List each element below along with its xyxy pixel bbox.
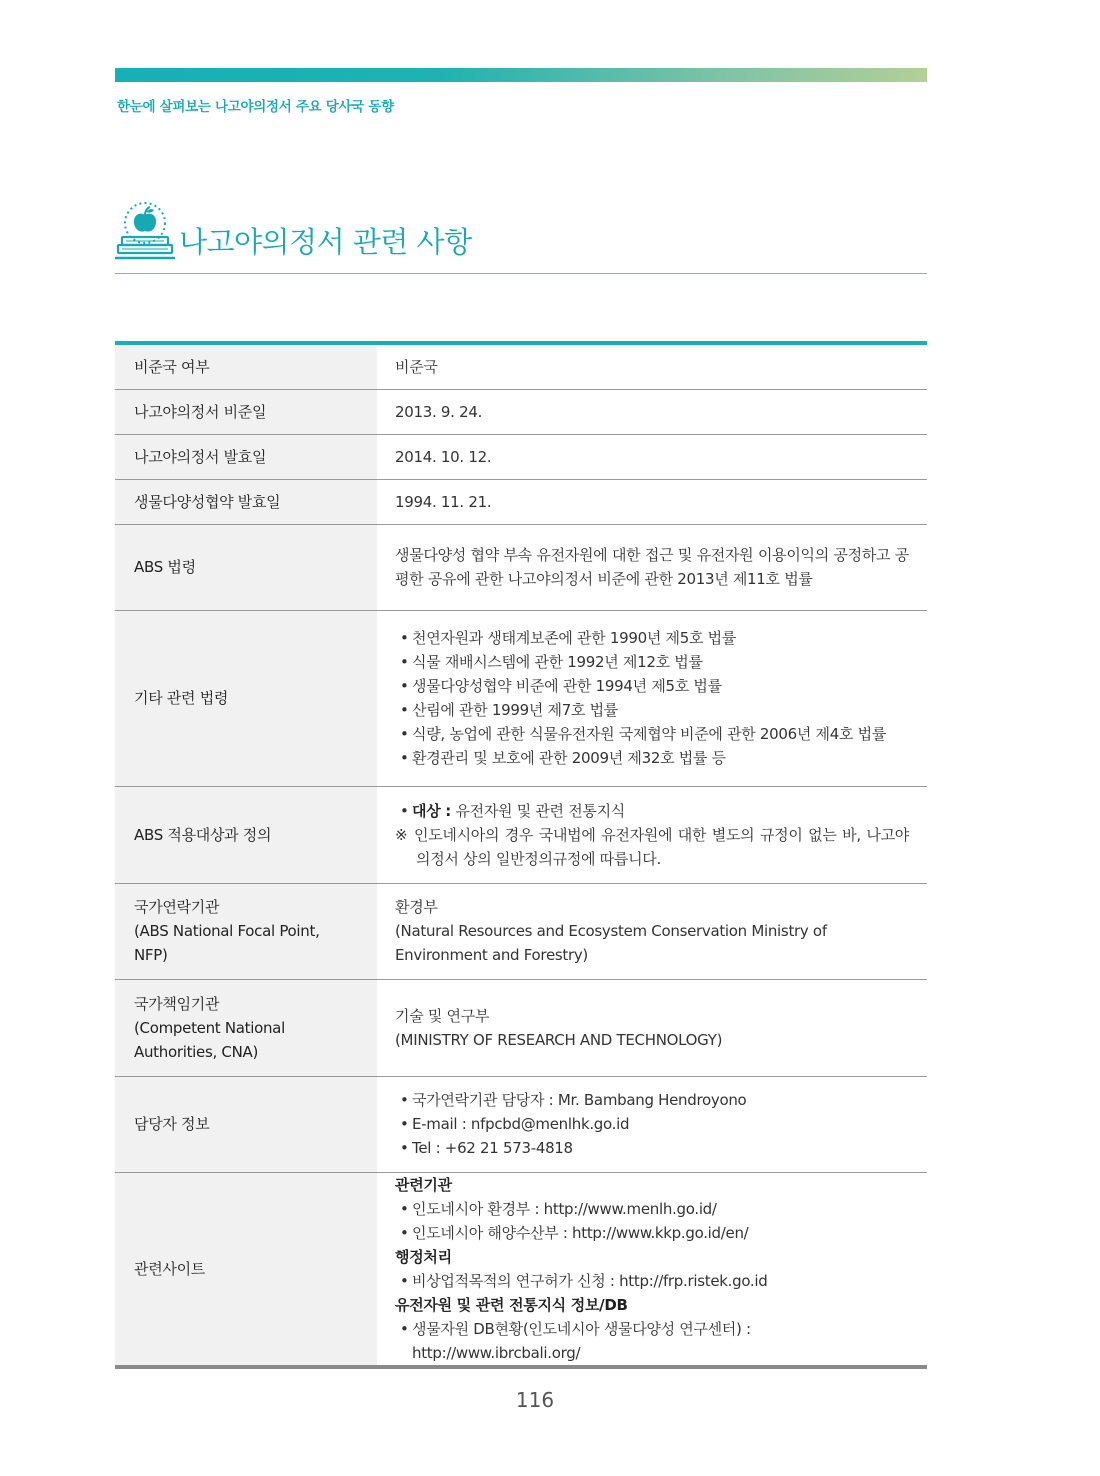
site-link[interactable]: • 인도네시아 해양수산부 : http://www.kkp.go.id/en/ (395, 1221, 909, 1245)
table-row (115, 610, 927, 786)
list-item: • 생물다양성협약 비준에 관한 1994년 제5호 법률 (395, 674, 909, 698)
row-value: 생물다양성 협약 부속 유전자원에 대한 접근 및 유전자원 이용이익의 공정하고 공평한 공유에 관한 나고야의정서 비준에 관한 2013년 제11호 법률 (377, 524, 927, 610)
site-group-heading: 관련기관 (395, 1175, 452, 1194)
list-item: • 국가연락기관 담당자 : Mr. Bambang Hendroyono (395, 1088, 909, 1112)
label-line: NFP) (134, 946, 168, 964)
header-accent-bar (115, 68, 927, 82)
table-row (115, 883, 927, 979)
site-link[interactable]: • 비상업적목적의 연구허가 신청 : http://frp.ristek.go.id (395, 1269, 909, 1293)
row-label: 관련사이트 (115, 1172, 377, 1367)
row-label: 나고야의정서 발효일 (115, 434, 377, 479)
label-line: 국가책임기관 (134, 994, 220, 1013)
site-list (395, 1197, 909, 1245)
site-list (395, 1269, 909, 1293)
row-label (115, 979, 377, 1076)
row-value (377, 1076, 927, 1172)
table-row (115, 786, 927, 883)
row-value (377, 610, 927, 786)
running-head: 한눈에 살펴보는 나고야의정서 주요 당사국 동향 (117, 99, 394, 115)
table-row (115, 1076, 927, 1172)
row-label: 비준국 여부 (115, 343, 377, 389)
row-label: 담당자 정보 (115, 1076, 377, 1172)
apple-books-icon (115, 201, 175, 263)
contact-list (395, 1088, 909, 1160)
row-label: ABS 적용대상과 정의 (115, 786, 377, 883)
target-list (395, 799, 909, 823)
value-line: (MINISTRY OF RESEARCH AND TECHNOLOGY) (395, 1030, 723, 1049)
table-row (115, 524, 927, 610)
site-group-heading: 행정처리 (395, 1247, 452, 1266)
list-item: • 식물 재배시스템에 관한 1992년 제12호 법률 (395, 650, 909, 674)
row-label: 나고야의정서 비준일 (115, 389, 377, 434)
value-line: (Natural Resources and Ecosystem Conservation Ministry of Environment and Forestry) (395, 922, 827, 964)
row-label: ABS 법령 (115, 524, 377, 610)
row-label: 기타 관련 법령 (115, 610, 377, 786)
info-table (115, 341, 927, 1369)
value-line: 기술 및 연구부 (395, 1006, 490, 1025)
table-row (115, 389, 927, 434)
row-value (377, 786, 927, 883)
law-list (395, 626, 909, 770)
label-line: (Competent National (134, 1018, 285, 1037)
list-item: • 식량, 농업에 관한 식물유전자원 국제협약 비준에 관한 2006년 제4호 법률 (395, 722, 909, 746)
table-row (115, 343, 927, 389)
target-value: 유전자원 및 관련 전통지식 (455, 801, 625, 820)
row-value: 2014. 10. 12. (377, 434, 927, 479)
label-line: 국가연락기관 (134, 898, 220, 916)
section-title: 나고야의정서 관련 사항 (179, 225, 472, 259)
table-row (115, 479, 927, 524)
label-line: Authorities, CNA) (134, 1042, 259, 1061)
site-list (395, 1317, 909, 1365)
list-item: • E-mail : nfpcbd@menlhk.go.id (395, 1112, 909, 1136)
row-value (377, 1172, 927, 1367)
site-group-heading: 유전자원 및 관련 전통지식 정보/DB (395, 1295, 628, 1314)
row-value: 2013. 9. 24. (377, 389, 927, 434)
list-item: • Tel : +62 21 573-4818 (395, 1136, 909, 1160)
list-item: • 천연자원과 생태계보존에 관한 1990년 제5호 법률 (395, 626, 909, 650)
section-heading (115, 198, 927, 274)
row-label: 생물다양성협약 발효일 (115, 479, 377, 524)
row-value: 비준국 (395, 357, 438, 376)
site-link[interactable]: • 인도네시아 환경부 : http://www.menlh.go.id/ (395, 1197, 909, 1221)
value-line: 환경부 (395, 898, 438, 916)
row-value (377, 979, 927, 1076)
table-row (115, 979, 927, 1076)
list-item (395, 799, 909, 823)
note-text: ※ 인도네시아의 경우 국내법에 유전자원에 대한 별도의 규정이 없는 바, 나고야의정서 상의 일반정의규정에 따릅니다. (395, 825, 909, 868)
target-label: 대상 : (412, 801, 452, 820)
page-number: 116 (515, 1388, 555, 1412)
row-label (115, 883, 377, 979)
row-value (377, 883, 927, 979)
list-item: • 환경관리 및 보호에 관한 2009년 제32호 법률 등 (395, 746, 909, 770)
site-link[interactable]: • 생물자원 DB현황(인도네시아 생물다양성 연구센터) : http://www.ibrcbali.org/ (395, 1317, 909, 1365)
table-row (115, 1172, 927, 1367)
label-line: (ABS National Focal Point, (134, 922, 320, 940)
table-row (115, 434, 927, 479)
list-item: • 산림에 관한 1999년 제7호 법률 (395, 698, 909, 722)
row-value: 1994. 11. 21. (377, 479, 927, 524)
